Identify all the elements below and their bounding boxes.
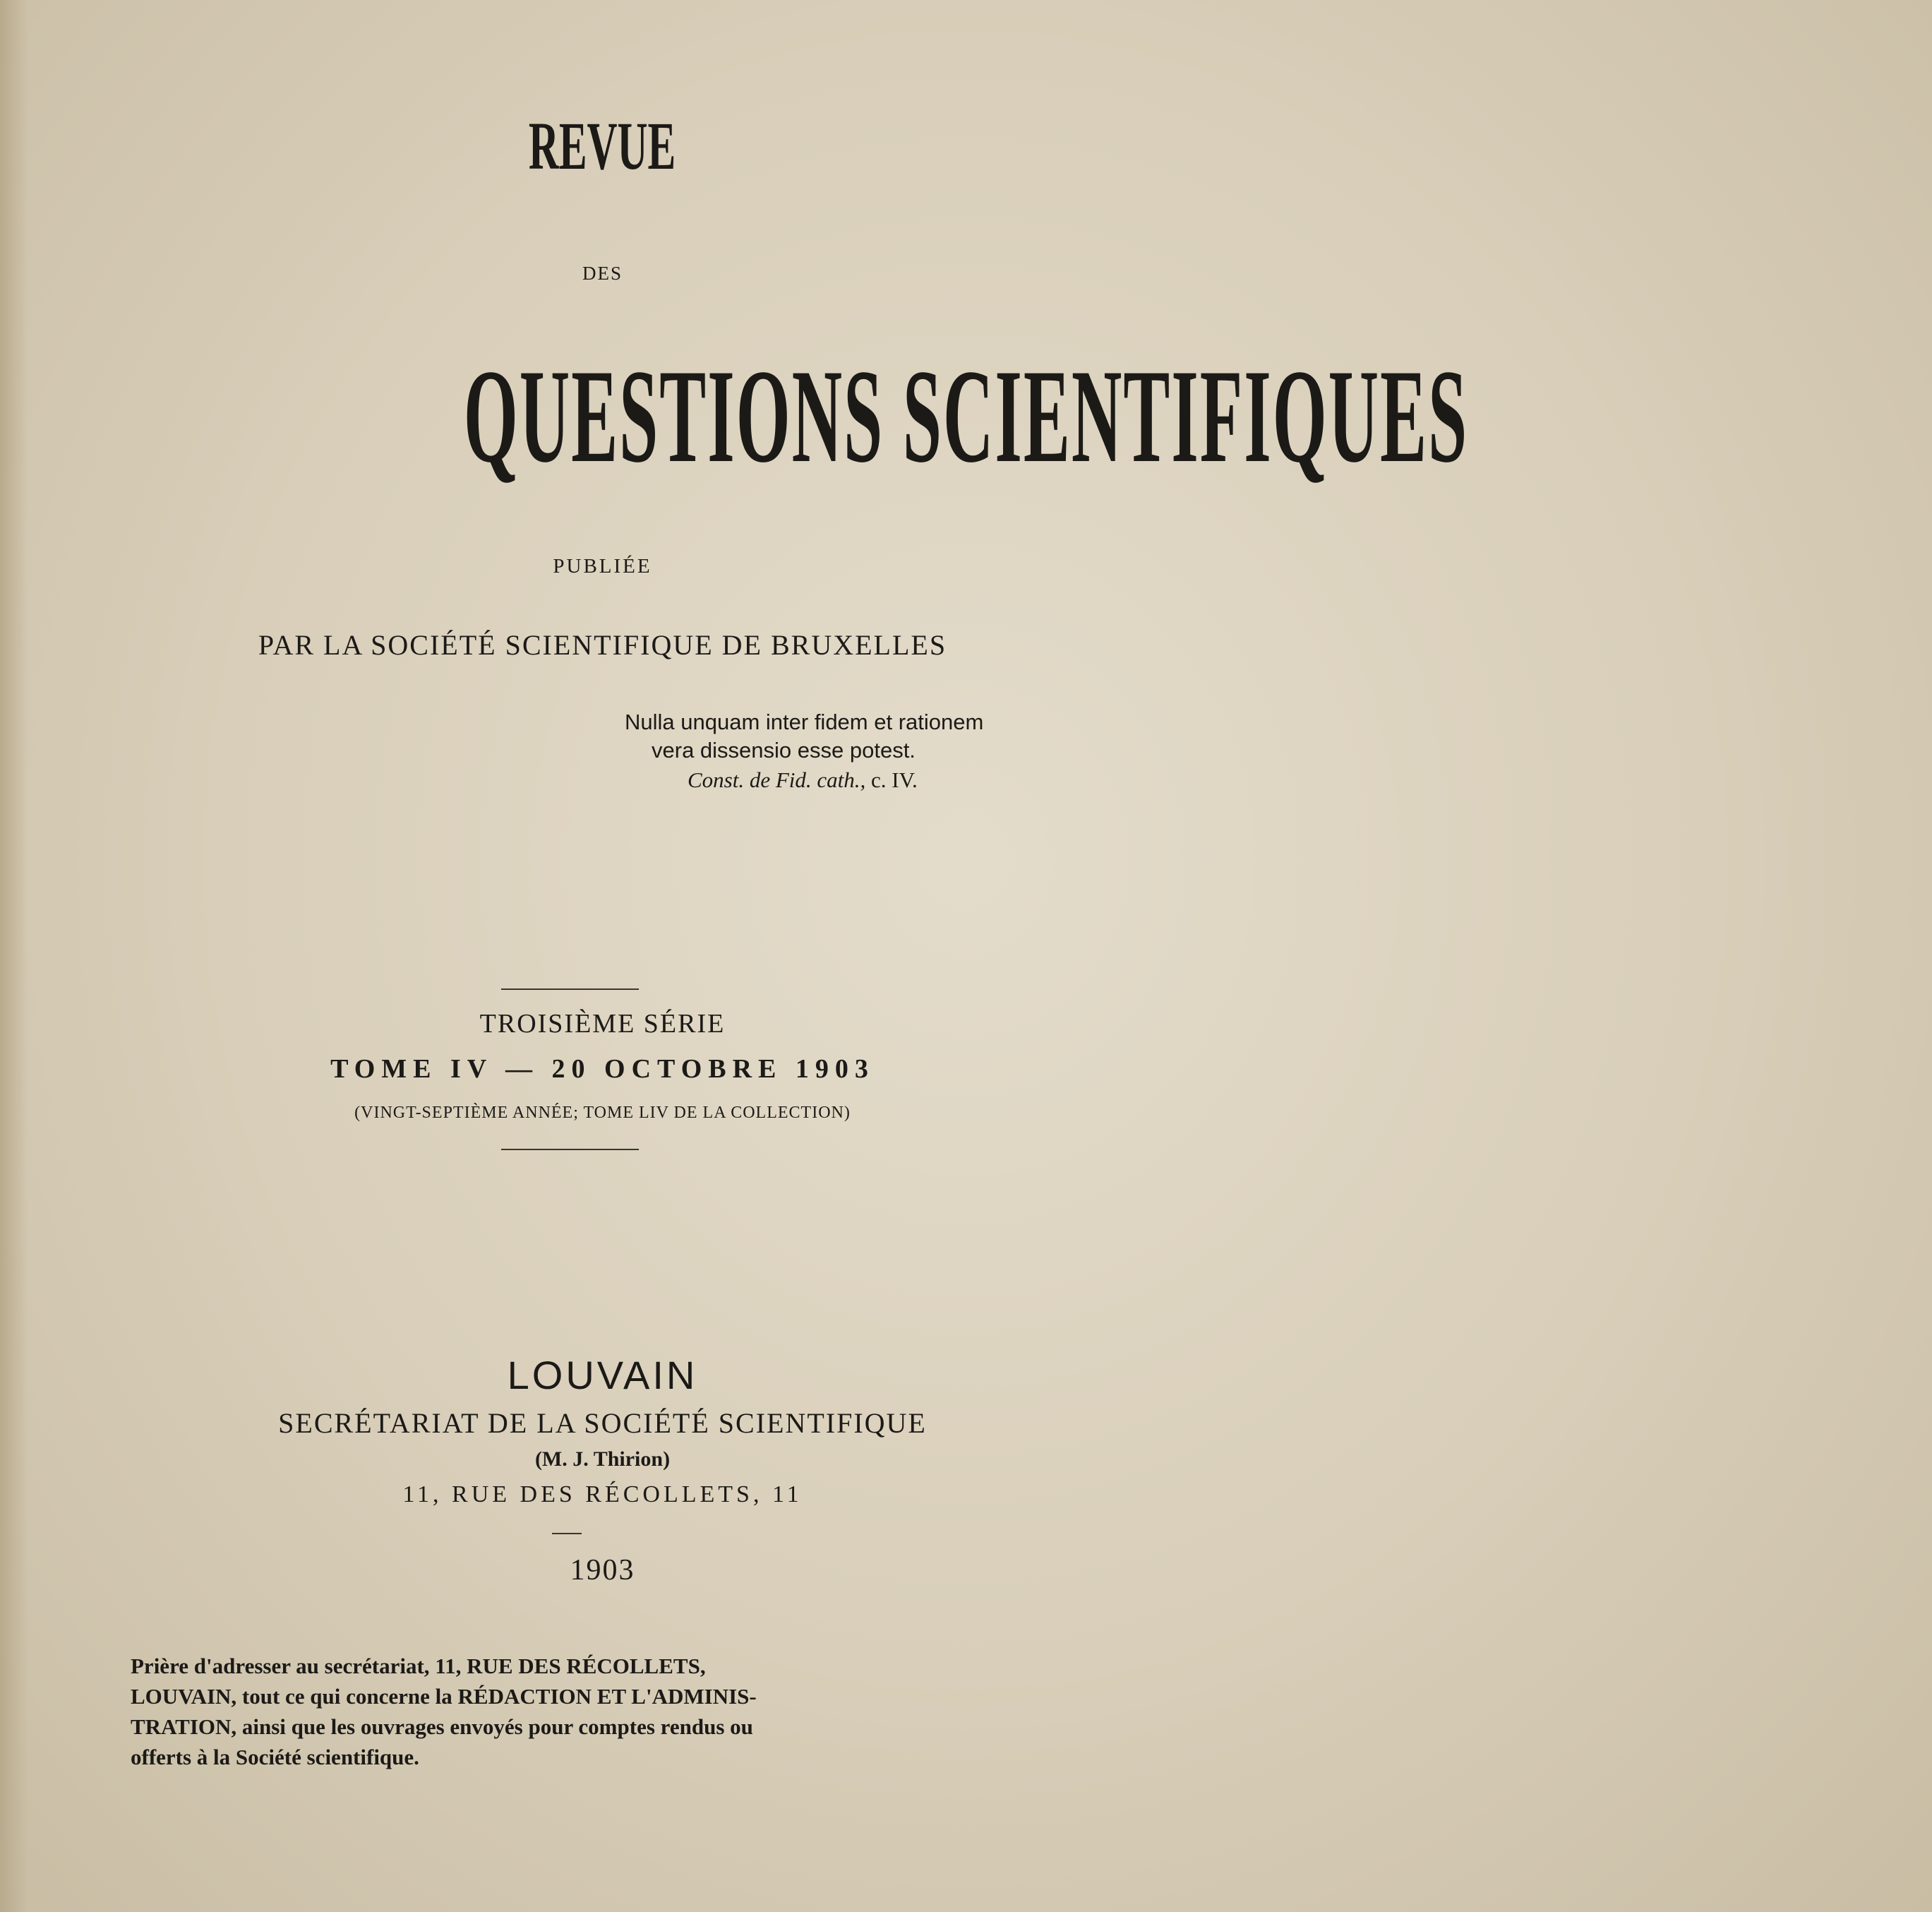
- imprint-person: (M. J. Thirion): [534, 1447, 671, 1471]
- title-des: DES: [582, 263, 623, 284]
- notice-paragraph: [131, 1651, 1006, 1772]
- notice-line-3: TRATION, ainsi que les ouvrages envoyés pour comptes rendus ou: [131, 1714, 753, 1739]
- rule-short: [552, 1533, 582, 1534]
- series-label: TROISIÈME SÉRIE: [479, 1009, 726, 1039]
- imprint-secretariat: SECRÉTARIAT DE LA SOCIÉTÉ SCIENTIFIQUE: [278, 1407, 927, 1439]
- page-spine-shadow: [0, 0, 28, 1912]
- imprint-year: 1903: [570, 1554, 635, 1587]
- notice-line-2: LOUVAIN, tout ce qui concerne la RÉDACTION ET L'ADMINIS-: [131, 1684, 757, 1709]
- motto-line-1: Nulla unquam inter fidem et rationem: [625, 710, 984, 734]
- tome-line: TOME IV — 20 OCTOBRE 1903: [330, 1054, 875, 1084]
- annee-line: (VINGT-SEPTIÈME ANNÉE; TOME LIV DE LA COLLECTION): [354, 1104, 851, 1122]
- motto-line-2: vera dissensio esse potest.: [652, 738, 916, 763]
- motto-source: [688, 767, 918, 793]
- notice-line-1: Prière d'adresser au secrétariat, 11, RUE DES RÉCOLLETS,: [131, 1654, 706, 1678]
- publisher-line: PAR LA SOCIÉTÉ SCIENTIFIQUE DE BRUXELLES: [258, 629, 947, 661]
- title-main: QUESTIONS SCIENTIFIQUES: [463, 342, 1469, 491]
- imprint-city: LOUVAIN: [507, 1353, 698, 1397]
- imprint-address: 11, RUE DES RÉCOLLETS, 11: [402, 1481, 803, 1507]
- rule-top: [501, 988, 639, 990]
- rule-bottom: [501, 1149, 639, 1150]
- motto-source-title: Const. de Fid. cath.,: [688, 767, 866, 792]
- title-revue: REVUE: [529, 108, 676, 184]
- notice-line-4: offerts à la Société scientifique.: [131, 1745, 419, 1769]
- publiee-label: PUBLIÉE: [553, 555, 652, 578]
- motto-source-chapter: c. IV.: [865, 767, 918, 792]
